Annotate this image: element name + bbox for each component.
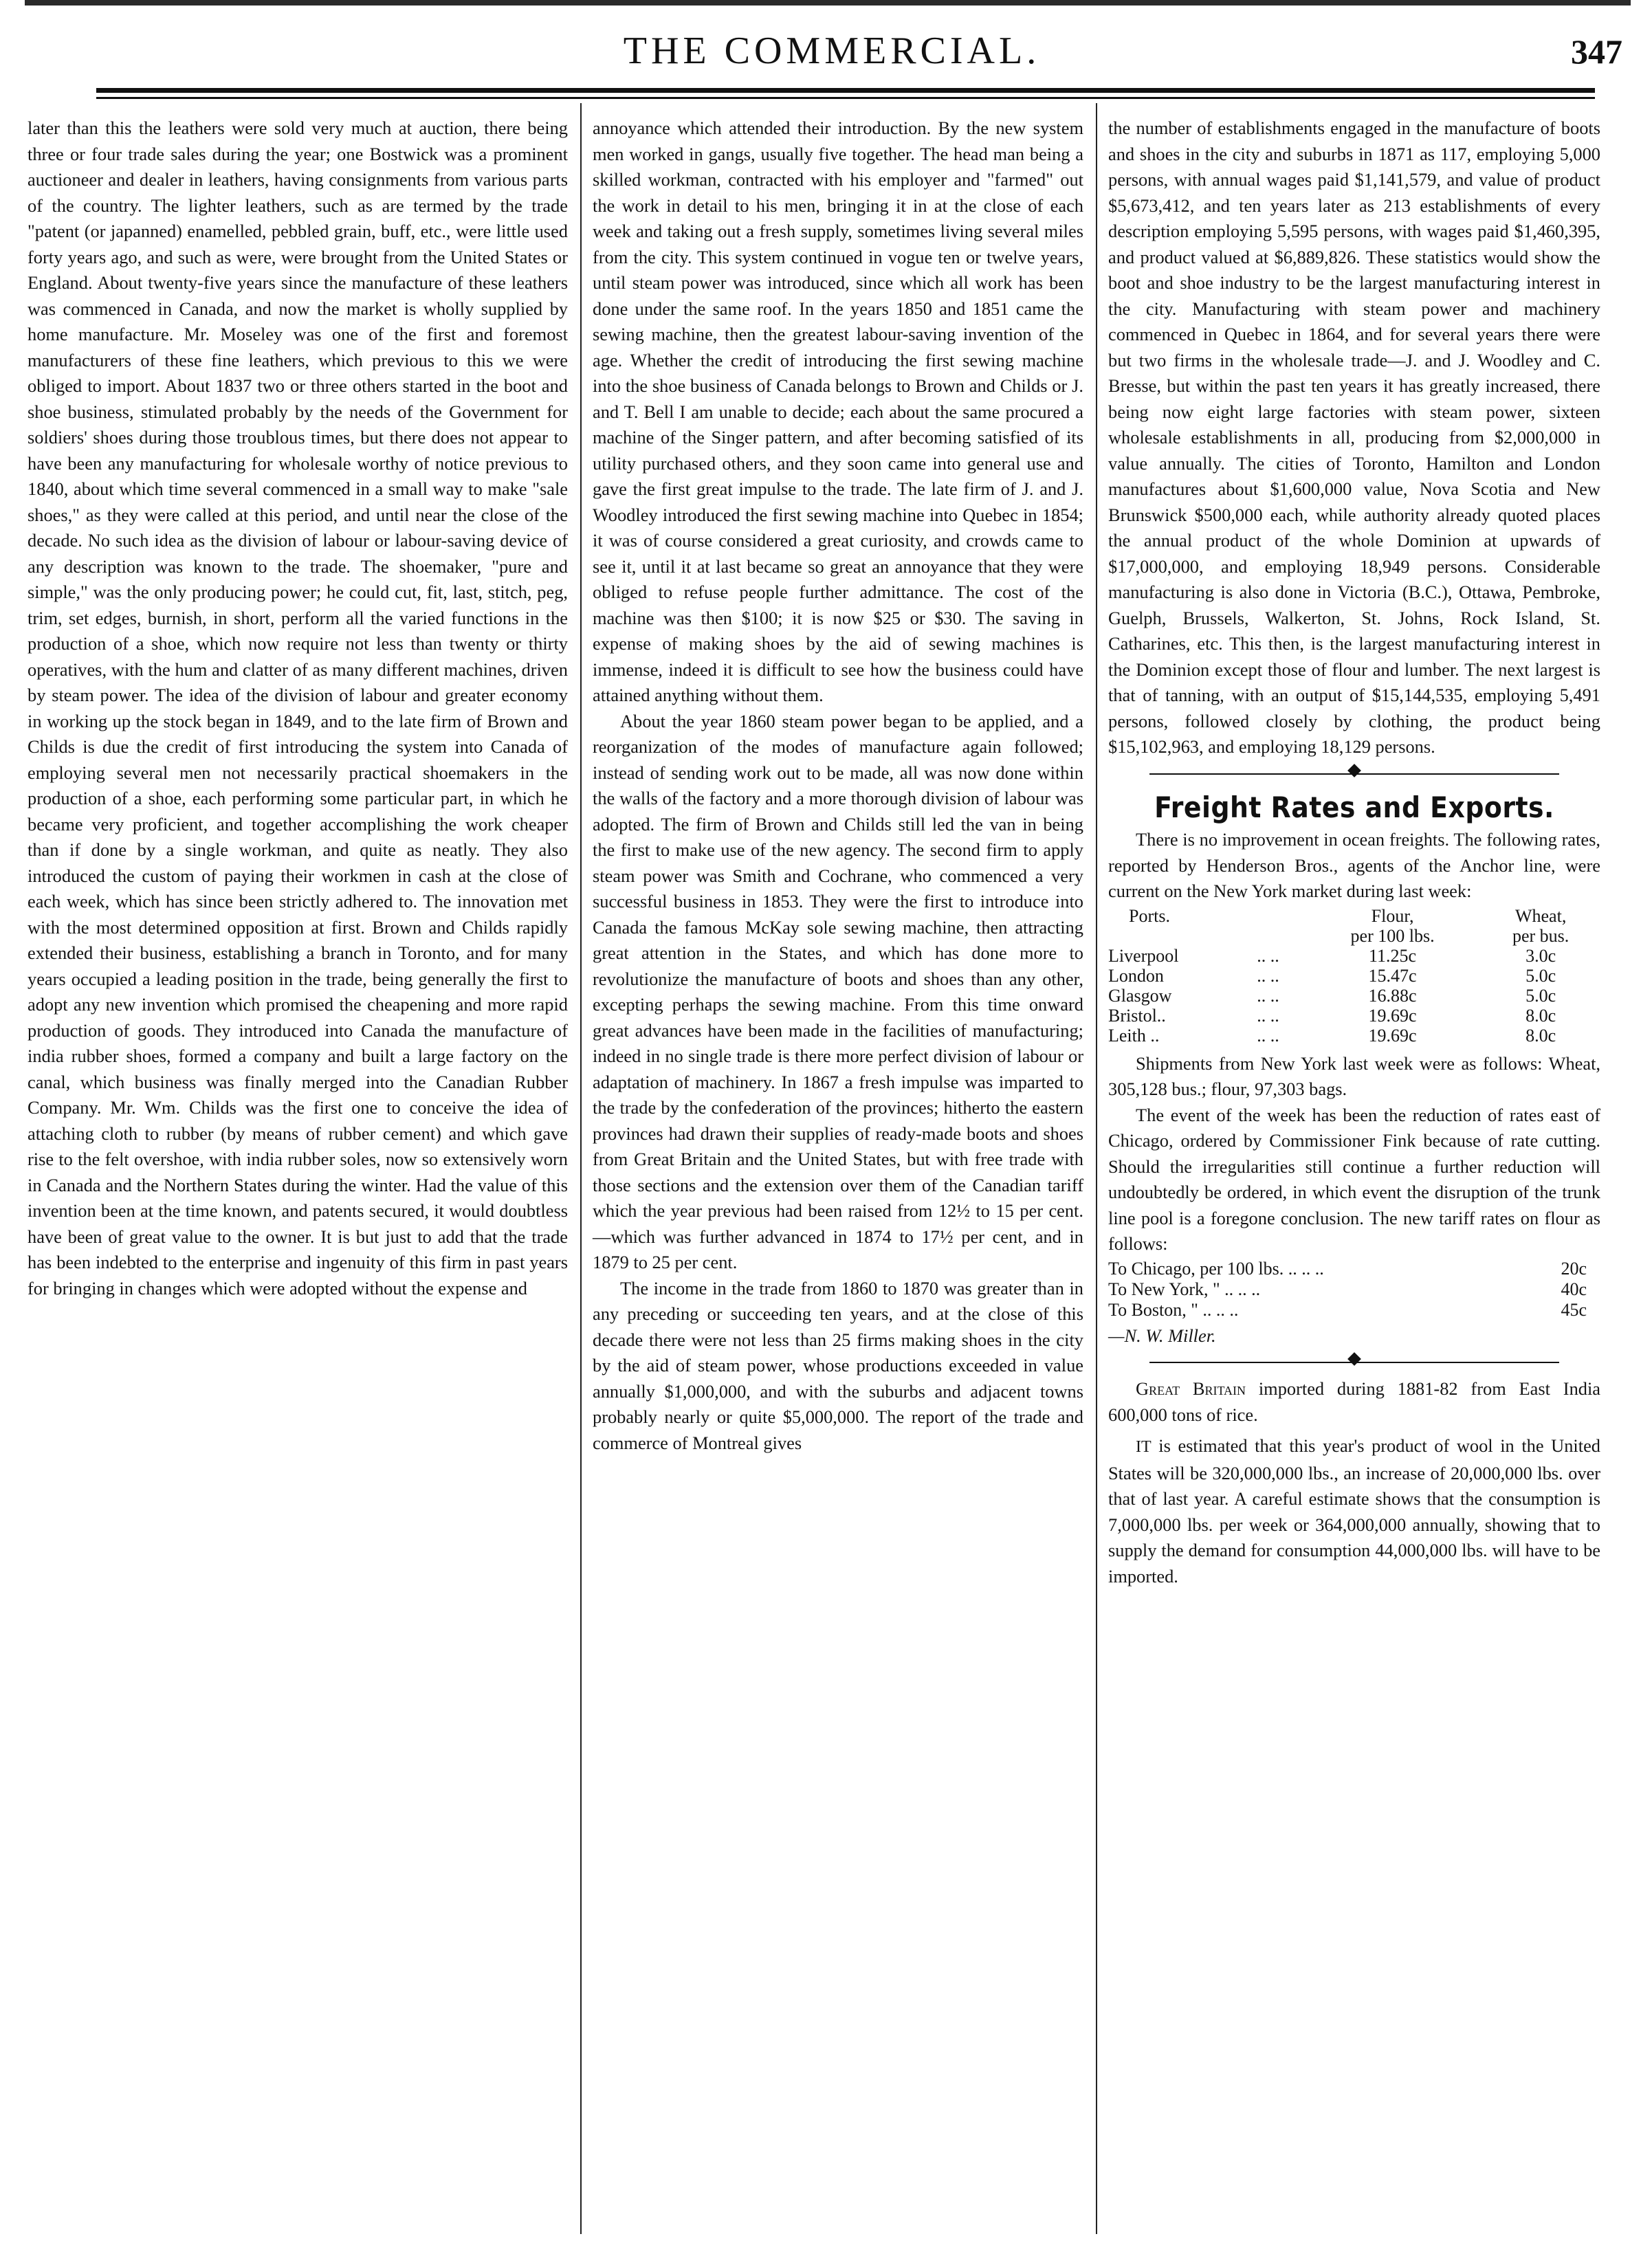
table-row (1108, 966, 1600, 986)
rate-wheat: 5.0c (1526, 985, 1556, 1006)
wool-text: is estimated that this year's product of wool in the United States will be 320,000,000 lbs., an increase of 20,000,000 lbs. over that of last year. A careful estimate shows that the consumption is 7,000,000 lbs. per week or 364,000,000 annually, showing that to supply the demand for consumption 44,000,000 lbs. will have to be imported. (1108, 1435, 1600, 1587)
rate-flour: 19.69c (1368, 1005, 1417, 1026)
great-britain-lead: Great Britain (1136, 1378, 1246, 1399)
col2-paragraph-3: The income in the trade from 1860 to 1870 was greater than in any preceding or succeeding ten years, and at the close of this decade there were not less than 25 firms making shoes in the city by the aid of steam power, whose productions exceeded in value annually $1,000,000, and with the suburbs and adjacent towns probably nearly or quite $5,000,000. The report of the trade and commerce of Montreal gives (593, 1277, 1083, 1453)
rate-wheat: 8.0c (1526, 1005, 1556, 1026)
table-row (1108, 946, 1600, 966)
freight-rate-reduction: The event of the week has been the reduction of rates east of Chicago, ordered by Commissioner Fink because of rate cutting. Should the irregularities still continue a further reduction will undoubtedly be ordered, in which event the disruption of the trunk line pool is a foregone conclusion. The new tariff rates on flour as follows: (1108, 1104, 1600, 1254)
leader-dots: .. .. (1257, 1005, 1279, 1026)
divider-ornament (1347, 1352, 1361, 1366)
rate-port: Leith .. (1108, 1025, 1160, 1046)
freight-shipments: Shipments from New York last week were as follows: Wheat, 305,128 bus.; flour, 97,303 bags. (1108, 1052, 1600, 1099)
tariff-rate: 20c (1561, 1258, 1587, 1279)
tariff-rate: 40c (1561, 1279, 1587, 1299)
column-1 (27, 115, 568, 1301)
column-divider-2 (1096, 103, 1097, 2234)
table-row (1108, 1300, 1600, 1321)
rate-wheat: 8.0c (1526, 1025, 1556, 1046)
column-divider-1 (580, 103, 582, 2234)
page-number: 347 (1571, 32, 1622, 71)
rates-header-flour: Flour, (1371, 905, 1414, 926)
col2-paragraph-2: About the year 1860 steam power began to be applied, and a reorganization of the modes of manufacture again followed; instead of sending work out to be made, all was now done within the walls of the factory and a more thorough division of labour was adopted. The firm of Brown and Childs still led the van in being the first to make use of the new agency. The second firm to apply steam power was Smith and Cochrane, who commenced a very successful business in 1853. They were the first to introduce into Canada the famous McKay sole sewing machine, then attracting great attention in the States, and which has done more to revolutionize the manufacture of boots and shoes than any other, excepting perhaps the sewing machine. From this time onward great advances have been made in the facilities of manufacturing; indeed in no single trade is there more perfect division of labour or adaptation of machinery. In 1867 a fresh impulse was imparted to the trade by the confederation of the provinces; hitherto the eastern provinces had drawn their supplies of ready-made boots and shoes from Great Britain and the United States, but with free trade with those sections and the extension over them of the Canadian tariff which the year previous had been raised from 12½ to 15 per cent.—which was further advanced in 1874 to 17½ per cent, and in 1879 to 25 per cent. (593, 710, 1083, 1272)
page-header (41, 27, 1622, 77)
rate-flour: 19.69c (1368, 1025, 1417, 1046)
rate-port: Glasgow (1108, 985, 1172, 1006)
leader-dots: .. .. (1257, 985, 1279, 1006)
top-edge-band (25, 0, 1631, 5)
rates-header-row (1108, 906, 1600, 926)
column-2 (593, 115, 1083, 1456)
rate-port: Liverpool (1108, 945, 1179, 966)
leader-dots: .. .. (1257, 945, 1279, 966)
table-row (1108, 1006, 1600, 1026)
tariff-table (1108, 1259, 1600, 1321)
freight-rates-table (1108, 906, 1600, 1046)
tariff-destination: To Chicago, per 100 lbs. .. .. .. (1108, 1258, 1324, 1279)
divider-ornament (1347, 764, 1361, 777)
col1-article-text: later than this the leathers were sold very much at auction, there being three or four trade sales during the year; one Bostwick was a prominent auctioneer and dealer in leathers, having consignments from various parts of the country. The lighter leathers, such as are termed by the trade "patent (or japanned) enamelled, pebbled grain, buff, etc., were little used forty years ago, and such as were, were brought from the United States or England. About twenty-five years since the manufacture of these leathers was commenced in Canada, and now the market is wholly supplied by home manufacture. Mr. Moseley was one of the first and foremost manufacturers of these fine leathers, which previous to this we were obliged to import. About 1837 two or three others started in the boot and shoe business, stimulated probably by the needs of the Government for soldiers' shoes during those troublous times, but there does not appear to have been any manufacturing for wholesale worthy of notice previous to 1840, about which time several commenced in a small way to make "sale shoes," as they were called at this period, and until near the close of the decade. No such idea as the division of labour or labour-saving device of any description was known to the trade. The shoemaker, "pure and simple," was the only producing power; he could cut, fit, last, stitch, peg, trim, set edges, burnish, in short, perform all the varied functions in the production of a shoe, which now require not less than twenty or thirty operatives, with the hum and clatter of as many different machines, driven by steam power. The idea of the division of labour and greater economy in working up the stock began in 1849, and to the late firm of Brown and Childs is due the credit of first introducing the system into Canada of employing several men not necessarily practical shoemakers in the production of a shoe, each performing some particular part, in which he became very proficient, and together accomplishing the work cheaper than if done by a single workman, and quite as neatly. They also introduced the custom of paying their workmen in cash at the close of each week, which has since been strictly adhered to. The innovation met with the most determined opposition at first. Brown and Childs rapidly extended their business, establishing a branch in Toronto, and for many years occupied a leading position in the trade, being generally the first to adopt any new invention which promised the cheapening and more rapid production of goods. They introduced into Canada the manufacture of india rubber shoes, formed a company and built a large factory on the canal, which business was finally merged into the Canadian Rubber Company. Mr. Wm. Childs was the first one to conceive the idea of attaching cloth to rubber (by means of rubber cement) and which gave rise to the felt overshoe, with india rubber soles, now so extensively worn in Canada and the Northern States during the winter. Had the value of this invention been at the time known, and patents secured, it would doubtless have been of great value to the owner. It is but just to add that the trade has been indebted to the enterprise and ingenuity of this firm in past years for bringing in changes which were adopted without the expense and (27, 118, 568, 1299)
section-divider (1108, 760, 1600, 788)
table-row (1108, 1026, 1600, 1046)
tariff-destination: To New York, " .. .. .. (1108, 1279, 1261, 1299)
freight-intro: There is no improvement in ocean freights. The following rates, reported by Henderson Bros., agents of the Anchor line, were current on the New York market during last week: (1108, 829, 1600, 901)
tariff-destination: To Boston, " .. .. .. (1108, 1299, 1239, 1320)
rates-header-flour-unit: per 100 lbs. (1350, 925, 1435, 946)
great-britain-text: imported during 1881-82 from East India 600,000 tons of rice. (1108, 1378, 1601, 1425)
rate-flour: 11.25c (1369, 945, 1417, 966)
column-3 (1108, 115, 1600, 1589)
header-rule-thin (96, 97, 1595, 99)
rate-wheat: 3.0c (1526, 945, 1556, 966)
section-divider (1108, 1349, 1600, 1376)
table-row (1108, 1279, 1600, 1300)
header-rule-thick (96, 88, 1595, 93)
rate-flour: 15.47c (1368, 965, 1417, 986)
rate-port: London (1108, 965, 1164, 986)
rate-flour: 16.88c (1368, 985, 1417, 1006)
table-row (1108, 986, 1600, 1006)
rate-wheat: 5.0c (1526, 965, 1556, 986)
freight-section-title: Freight Rates and Exports. (1154, 790, 1554, 824)
table-row (1108, 1259, 1600, 1279)
wool-item (1108, 1433, 1600, 1589)
great-britain-item (1108, 1376, 1600, 1428)
signature: —N. W. Miller. (1108, 1325, 1216, 1346)
leader-dots: .. .. (1257, 1025, 1279, 1046)
rates-header-units-row (1108, 926, 1600, 946)
leader-dots: .. .. (1257, 965, 1279, 986)
col3-paragraph-1: the number of establishments engaged in the manufacture of boots and shoes in the city and suburbs in 1871 as 117, employing 5,000 persons, with annual wages paid $1,141,579, and value of product $5,673,412, and ten years later as 213 establishments of every description employing 5,595 persons, with wages paid $1,460,395, and product valued at $6,889,826. These statistics would show the boot and shoe industry to be the largest manufacturing interest in the city. Manufacturing with steam power and machinery commenced in Quebec in 1864, and for several years there were but two firms in the wholesale trade—J. and J. Woodley and C. Bresse, but within the past ten years it has greatly increased, there being now eight large factories with steam power, sixteen wholesale establishments in all, producing from $2,000,000 in value annually. The cities of Toronto, Hamilton and London manufactures about $1,600,000 value, Nova Scotia and New Brunswick $500,000 each, while authority already quoted places the annual product of the whole Dominion at upwards of $17,000,000, and employing 18,949 persons. Considerable manufacturing is also done in Victoria (B.C.), Ottawa, Pembroke, Guelph, Brussels, Walkerton, St. Johns, Rock Island, St. Catharines, etc. This then, is the largest manufacturing interest in the Dominion except those of flour and lumber. The next largest is that of tanning, with an output of $15,144,535, employing 5,491 persons, followed closely by clothing, the product being $15,102,963, and employing 18,129 persons. (1108, 118, 1600, 757)
tariff-rate: 45c (1561, 1299, 1587, 1320)
col2-paragraph-1: annoyance which attended their introduction. By the new system men worked in gangs, usually five together. The head man being a skilled workman, contracted with his employer and "farmed" out the work in detail to his men, bringing it in at the close of each week and taking out a fresh supply, sometimes living several miles from the city. This system continued in vogue ten or twelve years, until steam power was introduced, since which all work has been done under the same roof. In the years 1850 and 1851 came the sewing machine, then the greatest labour-saving invention of the age. Whether the credit of introducing the first sewing machine into the shoe business of Canada belongs to Brown and Childs or J. and T. Bell I am unable to decide; each about the same procured a machine of the Singer pattern, and after becoming satisfied of its utility purchased others, and they soon came into general use and gave the first great impulse to the trade. The late firm of J. and J. Woodley introduced the first sewing machine into Quebec in 1854; it was of course considered a great curiosity, and crowds came to see it, until it at last became so great an annoyance that they were obliged to refuse people further admittance. The cost of the machine was then $100; it is now $25 or $30. The saving in expense of making shoes by the aid of sewing machines is immense, indeed it is difficult to see how the business could have attained anything without them. (593, 118, 1083, 705)
page-title: THE COMMERCIAL. (623, 30, 1041, 72)
wool-lead: IT (1136, 1438, 1152, 1456)
rates-header-wheat-unit: per bus. (1512, 925, 1570, 946)
rate-port: Bristol.. (1108, 1005, 1166, 1026)
rates-header-wheat: Wheat, (1515, 905, 1567, 926)
rates-header-port: Ports. (1129, 905, 1170, 926)
